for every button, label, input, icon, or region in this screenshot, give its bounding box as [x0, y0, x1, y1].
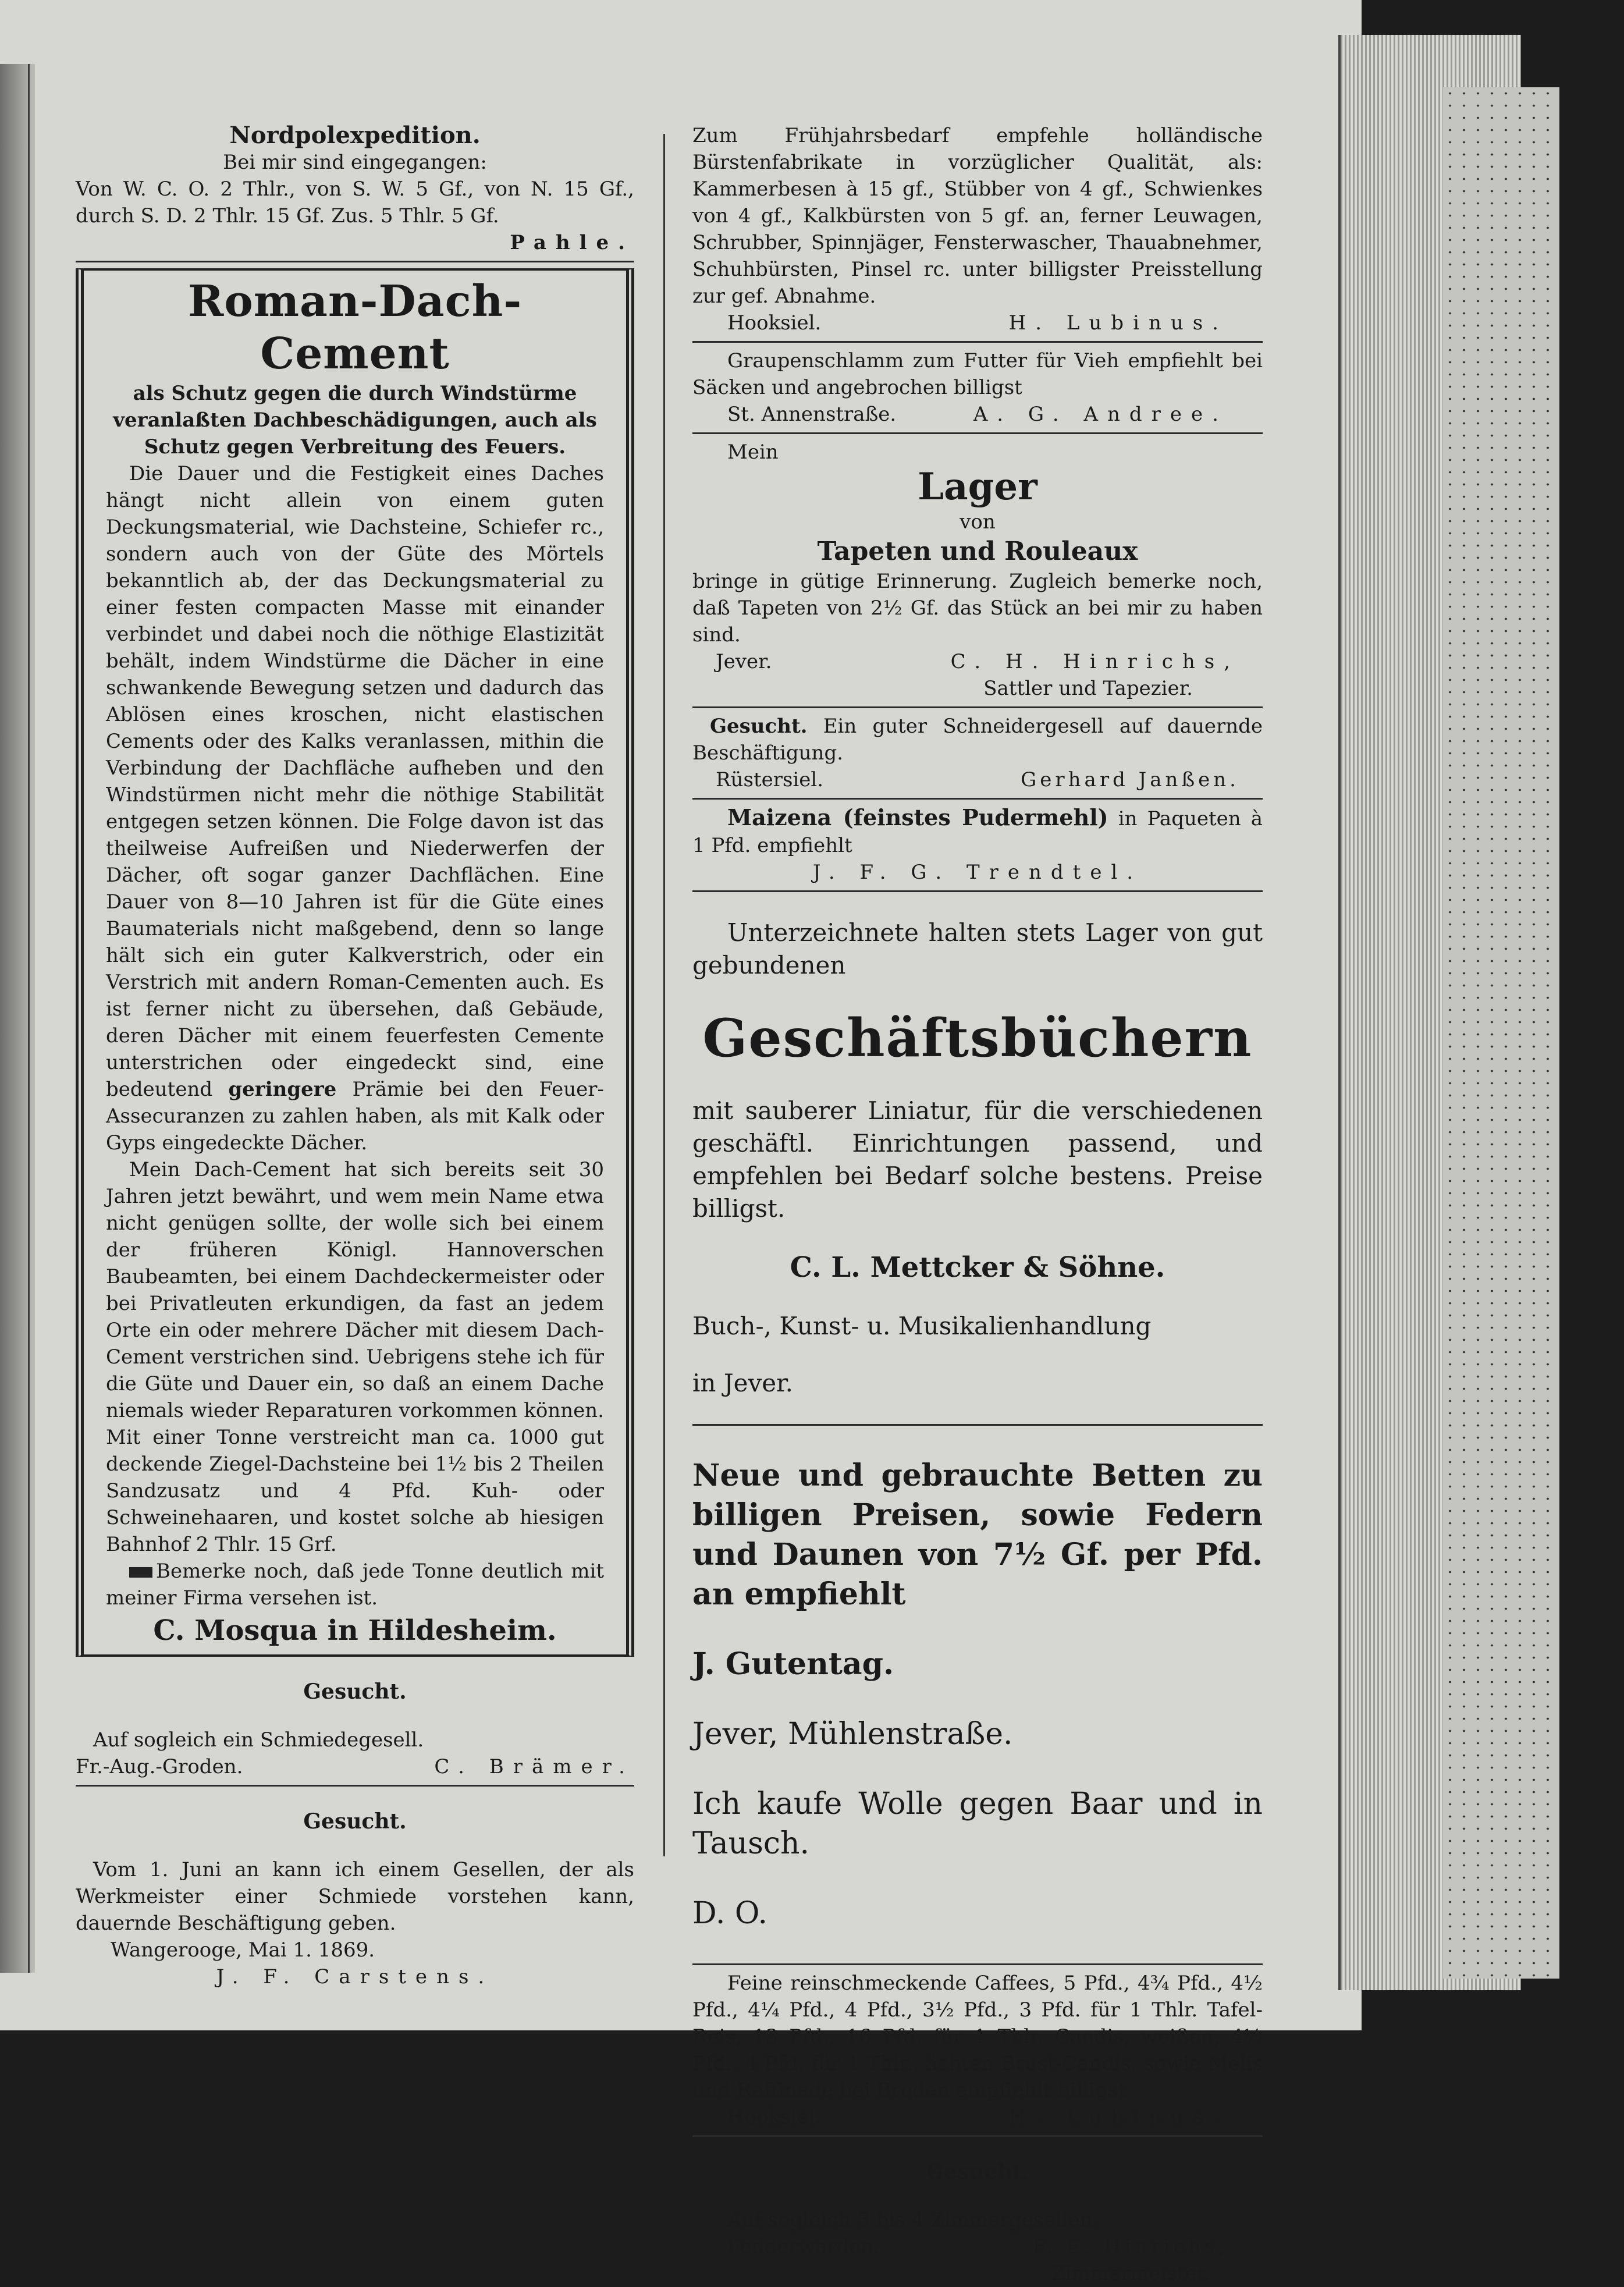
caffee-text: Feine reinschmeckende Caffees, 5 Pfd., 4¾ Pfd., 4½ Pfd., 4¼ Pfd., 4 Pfd., 3½ Pfd., 3 Pfd. für 1 Thlr. Tafel-Reis, 13 Pfd., 16 Pfd. für 1 Thlr. Candis, weißen, 4½ Pfd., 4 Pfd. für 1 Thlr., ächten Brust-Candis, sowie Melis und Raffinade bei Broden empfiehlt billigst — [692, 1972, 1263, 2102]
divider — [692, 798, 1263, 800]
right-column — [692, 122, 1263, 2287]
buersten-name: H. Lubinus. — [1008, 311, 1228, 335]
gesucht2-date: Wangerooge, Mai 1. 1869. — [111, 1938, 375, 1962]
maizena-body: in Paqueten à 1 Pfd. empfiehlt — [692, 807, 1263, 857]
lager-title: Lager — [918, 465, 1037, 509]
cement-signature: C. Mosqua in Hildesheim. — [153, 1614, 557, 1647]
graupen-name: A. G. Andree. — [973, 403, 1228, 426]
divider — [692, 2135, 1263, 2137]
betten-place: Jever, Mühlenstraße. — [692, 1717, 1013, 1752]
betten-text: Neue und gebrauchte Betten zu billigen Preisen, sowie Federn und Daunen von 7½ Gf. per Pfd. an empfiehlt — [692, 1458, 1263, 1612]
speckled-book-edge — [1443, 87, 1559, 1979]
divider — [76, 261, 634, 262]
schneider-advertisement — [692, 713, 1263, 793]
schneider-place: Rüstersiel. — [716, 768, 824, 791]
wolle-name: D. O. — [692, 1896, 768, 1931]
wolle-advertisement — [692, 1784, 1263, 1933]
buersten-footer — [692, 310, 1263, 336]
divider — [692, 890, 1263, 892]
cement-title: Roman-Dach-Cement — [187, 276, 523, 379]
zimmer-footer — [692, 2233, 1263, 2260]
left-column — [76, 122, 634, 1990]
cement-paragraph-2: Mein Dach-Cement hat sich bereits seit 30 Jahren jetzt bewährt, und wem mein Name etwa nicht genügen sollte, der wolle sich bei einem der früheren Königl. Hannoverschen Baubeamten, bei einem Dachdeckermeister oder bei Privatleuten erkundigen, da fast an jedem Orte ein oder mehrere Dächer mit diesem Dach-Cement verstrichen sind. Uebrigens stehe ich für die Güte und Dauer ein, so daß an einem Dache niemals wieder Reparaturen vorkommen können. Mit einer Tonne verstreicht man ca. 1000 gut deckende Ziegel-Dachsteine bei 1½ bis 2 Theilen Sandzusatz und 4 Pfd. Kuh- oder Schweinehaaren, und kostet solche ab hiesigen Bahnhof 2 Thlr. 15 Grf. — [106, 1158, 604, 1556]
schneider-footer — [692, 766, 1263, 793]
gesucht2-head: Gesucht. — [303, 1809, 407, 1834]
nordpol-body: Von W. C. O. 2 Thlr., von S. W. 5 Gf., von N. 15 Gf., durch S. D. 2 Thlr. 15 Gf. Zus. 5 Thlr. 5 Gf. — [76, 177, 634, 228]
lager-von: von — [960, 510, 996, 534]
lager-subtitle: Tapeten und Rouleaux — [817, 537, 1138, 566]
gesucht2-name: J. F. Carstens. — [216, 1965, 494, 1988]
gesucht-schmied — [76, 1678, 634, 1780]
pointing-hand-icon — [129, 1567, 152, 1578]
zimmer-place: Fedderwarden. — [727, 2235, 880, 2258]
caffee-advertisement — [692, 1970, 1263, 2130]
graupen-footer — [692, 401, 1263, 428]
buecher-role: Buch-, Kunst- u. Musikalienhandlung — [692, 1312, 1152, 1340]
caffee-name: H. Lubinus. — [1008, 2105, 1228, 2129]
gesucht1-name: C. Brämer. — [434, 1755, 634, 1778]
divider — [692, 706, 1263, 708]
buecher-intro: Unterzeichnete halten stets Lager von gut gebundenen — [692, 918, 1263, 979]
wolle-text: Ich kaufe Wolle gegen Baar und in Tausch. — [692, 1787, 1263, 1861]
nordpol-signature: Pahle. — [510, 231, 634, 254]
graupen-text: Graupenschlamm zum Futter für Vieh empfiehlt bei Säcken und angebrochen billigst — [692, 349, 1263, 399]
buersten-advertisement — [692, 122, 1263, 336]
gutter — [28, 64, 30, 1973]
zimmer-head: Gesucht. — [926, 2160, 1029, 2184]
maizena-name: J. F. G. Trendtel. — [812, 861, 1143, 884]
lager-name: C. H. Hinrichs, — [950, 650, 1239, 673]
schneider-text — [692, 713, 1263, 766]
lager-advertisement — [692, 439, 1263, 702]
divider — [76, 1785, 634, 1787]
cement-p1-end: Prämie bei den Feuer-Assecuranzen zu zahlen haben, als mit Kalk oder Gyps eingedeckte Dächer. — [106, 1078, 604, 1155]
lager-text: bringe in gütige Erinnerung. Zugleich bemerke noch, daß Tapeten von 2½ Gf. das Stück an bei mir zu haben sind. — [692, 570, 1263, 647]
gesucht2-text: Vom 1. Juni an kann ich einem Gesellen, der als Werkmeister einer Schmiede vorstehen kann, dauernde Beschäftigung geben. — [76, 1858, 634, 1935]
lager-footer — [692, 648, 1263, 675]
buecher-place: in Jever. — [692, 1369, 793, 1397]
gesucht1-text: Auf sogleich ein Schmiedegesell. — [93, 1728, 424, 1752]
zimmer-advertisement — [692, 2158, 1263, 2287]
divider — [692, 1424, 1263, 1426]
gesucht1-place: Fr.-Aug.-Groden. — [76, 1755, 243, 1778]
divider — [692, 341, 1263, 343]
divider — [692, 1963, 1263, 1965]
gesucht-werkmeister — [76, 1807, 634, 1990]
buersten-place: Hooksiel. — [727, 311, 822, 335]
buecher-advertisement — [692, 917, 1263, 1400]
cement-subtitle: als Schutz gegen die durch Windstürme veranlaßten Dachbeschädigungen, auch als Schutz gegen Verbreitung des Feuers. — [113, 382, 597, 459]
cement-p1-text: Die Dauer und die Festigkeit eines Daches hängt nicht allein von einem guten Deckungsmaterial, wie Dachsteine, Schiefer rc., sondern auch von der Güte des Mörtels bekanntlich ab, der das Deckungsmaterial zu einer festen compacten Masse mit einander verbindet und dabei noch die nöthige Elastizität behält, indem Windstürme die Dächer in eine schwankende Bewegung setzen und dadurch das Ablösen eines kroschen, nicht elastischen Cements oder des Kalks veranlassen, mithin die Verbindung der Dachfläche aufheben und den Windstürmen nicht mehr die nöthige Stabilität entgegen setzen können. Die Folge davon ist das theilweise Aufreißen und Niederwerfen der Dächer, oft sogar ganzer Dachflächen. Eine Dauer von 8—10 Jahren ist für die Güte eines Baumaterials nicht maßgebend, denn so lange hält sich ein guter Kalkverstrich, oder ein Verstrich mit andern Roman-Cementen auch. Es ist ferner nicht zu übersehen, daß Gebäude, deren Dächer mit einem feuerfesten Cemente unterstrichen oder eingedeckt sind, eine bedeutend — [106, 462, 604, 1101]
nordpol-line: Bei mir sind eingegangen: — [223, 151, 487, 174]
graupen-advertisement — [692, 347, 1263, 428]
buecher-name: C. L. Mettcker & Söhne. — [790, 1251, 1165, 1284]
cement-paragraph-3 — [106, 1558, 604, 1611]
betten-name: J. Gutentag. — [692, 1646, 894, 1682]
cement-advertisement — [76, 268, 634, 1657]
zimmer-name: F. E. Hinrichs, — [1032, 2235, 1228, 2258]
schneider-body: Ein guter Schneidergesell auf dauernde Beschäftigung. — [692, 715, 1263, 765]
cement-p1-bold: geringere — [228, 1078, 337, 1101]
zimmer-role: Zimmermeister. — [1051, 2262, 1210, 2285]
buecher-text: mit sauberer Liniatur, für die verschiedenen geschäftl. Einrichtungen passend, und empfehlen bei Bedarf solche bestens. Preise billigst. — [692, 1096, 1263, 1223]
lager-role: Sattler und Tapezier. — [983, 677, 1193, 700]
gesucht1-footer — [76, 1753, 634, 1780]
caffee-footer — [692, 2104, 1263, 2130]
cement-p3-text: Bemerke noch, daß jede Tonne deutlich mit meiner Firma versehen ist. — [106, 1560, 604, 1610]
zimmer-text: Auf sogleich 3 bis 4 Zimmergesellen. — [727, 2208, 1099, 2232]
lager-mein: Mein — [727, 441, 779, 464]
divider — [692, 432, 1263, 434]
maizena-advertisement — [692, 804, 1263, 886]
left-page-curl — [0, 64, 35, 1973]
column-divider — [663, 134, 665, 1856]
buersten-text: Zum Frühjahrsbedarf empfehle holländische Bürstenfabrikate in vorzüglicher Qualität, als: Kammerbesen à 15 gf., Stübber von 4 gf., Schwienkes von 4 gf., Kalkbürsten von 5 gf. an, ferner Leuwagen, Schrubber, Spinnjäger, Fensterwascher, Thauabnehmer, Schuhbürsten, Pinsel rc. unter billigster Preisstellung zur gef. Abnahme. — [692, 124, 1263, 308]
cement-paragraph-1 — [106, 460, 604, 1156]
nordpol-title: Nordpolexpedition. — [229, 122, 481, 149]
betten-advertisement — [692, 1456, 1263, 1754]
lager-place: Jever. — [716, 650, 772, 673]
maizena-text — [692, 804, 1263, 859]
caffee-place: Hooksiel. — [727, 2105, 822, 2129]
schneider-name: Gerhard Janßen. — [1021, 768, 1239, 791]
graupen-place: St. Annenstraße. — [727, 403, 897, 426]
buecher-title: Geschäftsbüchern — [702, 1007, 1253, 1069]
maizena-title: Maizena (feinstes Pudermehl) — [727, 804, 1108, 830]
schneider-head: Gesucht. — [710, 715, 808, 738]
gesucht1-head: Gesucht. — [303, 1679, 407, 1704]
nordpol-notice — [76, 122, 634, 256]
